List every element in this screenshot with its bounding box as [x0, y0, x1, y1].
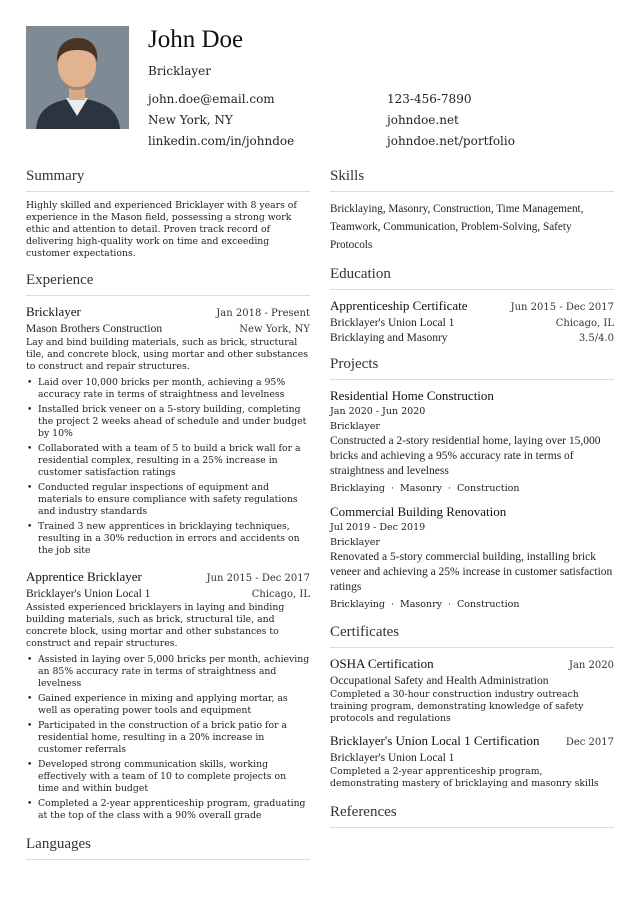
- project-tags: Bricklaying · Masonry · Construction: [330, 599, 520, 610]
- job-dates: Jun 2015 - Dec 2017: [206, 573, 310, 584]
- certificate-issuer: Bricklayer's Union Local 1: [330, 752, 455, 764]
- job-bullet: • Developed strong communication skills, working effectively with a team of 10 to complete projects on time and within budget: [26, 759, 310, 795]
- job-entry: [26, 304, 310, 557]
- degree-title: Apprenticeship Certificate: [330, 298, 468, 313]
- portfolio-link[interactable]: johndoe.net/portfolio: [387, 134, 515, 148]
- job-bullet: • Gained experience in mixing and applying mortar, as well as operating power tools and equipment: [26, 693, 310, 717]
- job-bullet: • Collaborated with a team of 5 to build a brick wall for a residential complex, resulting in a 25% increase in customer satisfaction ratings: [26, 443, 310, 479]
- education-dates: Jun 2015 - Dec 2017: [510, 302, 614, 313]
- job-description: Assisted experienced bricklayers in laying and binding building materials, such as brick, structural tile, and concrete block, using mortar and other substances to construct and repair structures.: [26, 602, 285, 649]
- project-tag: Bricklaying: [330, 483, 385, 494]
- education-heading: Education: [330, 266, 614, 290]
- job-bullets: [26, 654, 310, 822]
- experience-heading: Experience: [26, 272, 310, 296]
- project-role: Bricklayer: [330, 421, 380, 432]
- project-description: Constructed a 2-story residential home, laying over 15,000 bricks and achieving a 95% accuracy rate in terms of straightness and levelness: [330, 435, 601, 477]
- summary-heading: Summary: [26, 168, 310, 192]
- school-name: Bricklayer's Union Local 1: [330, 317, 455, 329]
- job-title: Apprentice Bricklayer: [26, 569, 142, 584]
- applicant-title: Bricklayer: [148, 64, 211, 78]
- job-title: Bricklayer: [26, 304, 81, 319]
- job-bullet: • Trained 3 new apprentices in bricklaying techniques, resulting in a 30% reduction in errors and accidents on the job site: [26, 521, 310, 557]
- job-bullet: • Completed a 2-year apprenticeship program, graduating at the top of the class with a 90% overall grade: [26, 798, 310, 822]
- job-bullet: • Conducted regular inspections of equipment and materials to ensure compliance with safety regulations and industry standards: [26, 482, 310, 518]
- job-location: Chicago, IL: [251, 589, 310, 600]
- project-tag: Construction: [457, 483, 520, 494]
- languages-heading: Languages: [26, 836, 310, 860]
- job-dates: Jan 2018 - Present: [216, 308, 310, 319]
- project-tag: Bricklaying: [330, 599, 385, 610]
- job-entry: [26, 569, 310, 822]
- email-link[interactable]: john.doe@email.com: [148, 92, 275, 106]
- certificate-entry: [330, 656, 614, 725]
- certificate-date: Jan 2020: [568, 660, 614, 671]
- job-bullets: [26, 377, 310, 557]
- website-link[interactable]: johndoe.net: [387, 113, 459, 127]
- left-column: [26, 168, 310, 868]
- project-description: Renovated a 5-story commercial building, installing brick veneer and achieving a 25% increase in customer satisfaction ratings: [330, 551, 613, 593]
- certificate-description: Completed a 30-hour construction industry outreach training program, demonstrating knowledge of safety protocols and regulations: [330, 689, 584, 724]
- references-heading: References: [330, 804, 614, 828]
- applicant-name: John Doe: [148, 26, 244, 53]
- certificate-title: Bricklayer's Union Local 1 Certification: [330, 733, 540, 748]
- project-dates: Jan 2020 - Jun 2020: [330, 406, 426, 417]
- gpa: 3.5/4.0: [578, 333, 614, 344]
- project-dates: Jul 2019 - Dec 2019: [330, 522, 426, 533]
- project-title: Commercial Building Renovation: [330, 504, 507, 519]
- certificate-date: Dec 2017: [565, 737, 614, 748]
- phone-number[interactable]: 123-456-7890: [387, 92, 472, 106]
- project-tag: Construction: [457, 599, 520, 610]
- education-entry: [330, 298, 614, 344]
- certificates-heading: Certificates: [330, 624, 614, 648]
- job-bullet: • Laid over 10,000 bricks per month, achieving a 95% accuracy rate in terms of straightness and levelness: [26, 377, 310, 401]
- resume-header: [26, 26, 616, 156]
- certificate-entry: [330, 733, 614, 790]
- certificate-description: Completed a 2-year apprenticeship program, demonstrating mastery of bricklaying and masonry skills: [330, 766, 599, 789]
- project-entry: [330, 388, 614, 494]
- location-text: New York, NY: [148, 113, 233, 127]
- linkedin-link[interactable]: linkedin.com/in/johndoe: [148, 134, 295, 148]
- job-company: Bricklayer's Union Local 1: [26, 588, 151, 600]
- projects-heading: Projects: [330, 356, 614, 380]
- job-bullet: • Participated in the construction of a brick patio for a residential home, resulting in a 20% increase in customer referrals: [26, 720, 310, 756]
- job-bullet: • Assisted in laying over 5,000 bricks per month, achieving an 85% accuracy rate in terms of straightness and levelness: [26, 654, 310, 690]
- school-location: Chicago, IL: [555, 318, 614, 329]
- job-bullet: • Installed brick veneer on a 5-story building, completing the project 2 weeks ahead of schedule and under budget by 10%: [26, 404, 310, 440]
- project-title: Residential Home Construction: [330, 388, 494, 403]
- right-column: [330, 168, 614, 836]
- certificate-issuer: Occupational Safety and Health Administration: [330, 675, 549, 687]
- job-company: Mason Brothers Construction: [26, 323, 163, 335]
- project-entry: [330, 504, 614, 610]
- certificate-title: OSHA Certification: [330, 656, 434, 671]
- job-location: New York, NY: [239, 324, 310, 335]
- project-role: Bricklayer: [330, 537, 380, 548]
- profile-photo: [26, 26, 129, 129]
- skills-list: Bricklaying, Masonry, Construction, Time Management, Teamwork, Communication, Problem-Solving, Safety Protocols: [330, 203, 584, 251]
- job-description: Lay and bind building materials, such as brick, structural tile, and concrete block, using mortar and other substances to construct and repair structures.: [26, 337, 308, 372]
- project-tags: Bricklaying · Masonry · Construction: [330, 483, 520, 494]
- field-of-study: Bricklaying and Masonry: [330, 332, 448, 344]
- summary-text: Highly skilled and experienced Bricklayer with 8 years of experience in the Mason field, possessing a strong work ethic and attention to detail. Proven track record of delivering high-quality work on time and exceeding customer expectations.: [26, 200, 297, 259]
- project-tag: Masonry: [399, 483, 442, 494]
- project-tag: Masonry: [399, 599, 442, 610]
- skills-heading: Skills: [330, 168, 614, 192]
